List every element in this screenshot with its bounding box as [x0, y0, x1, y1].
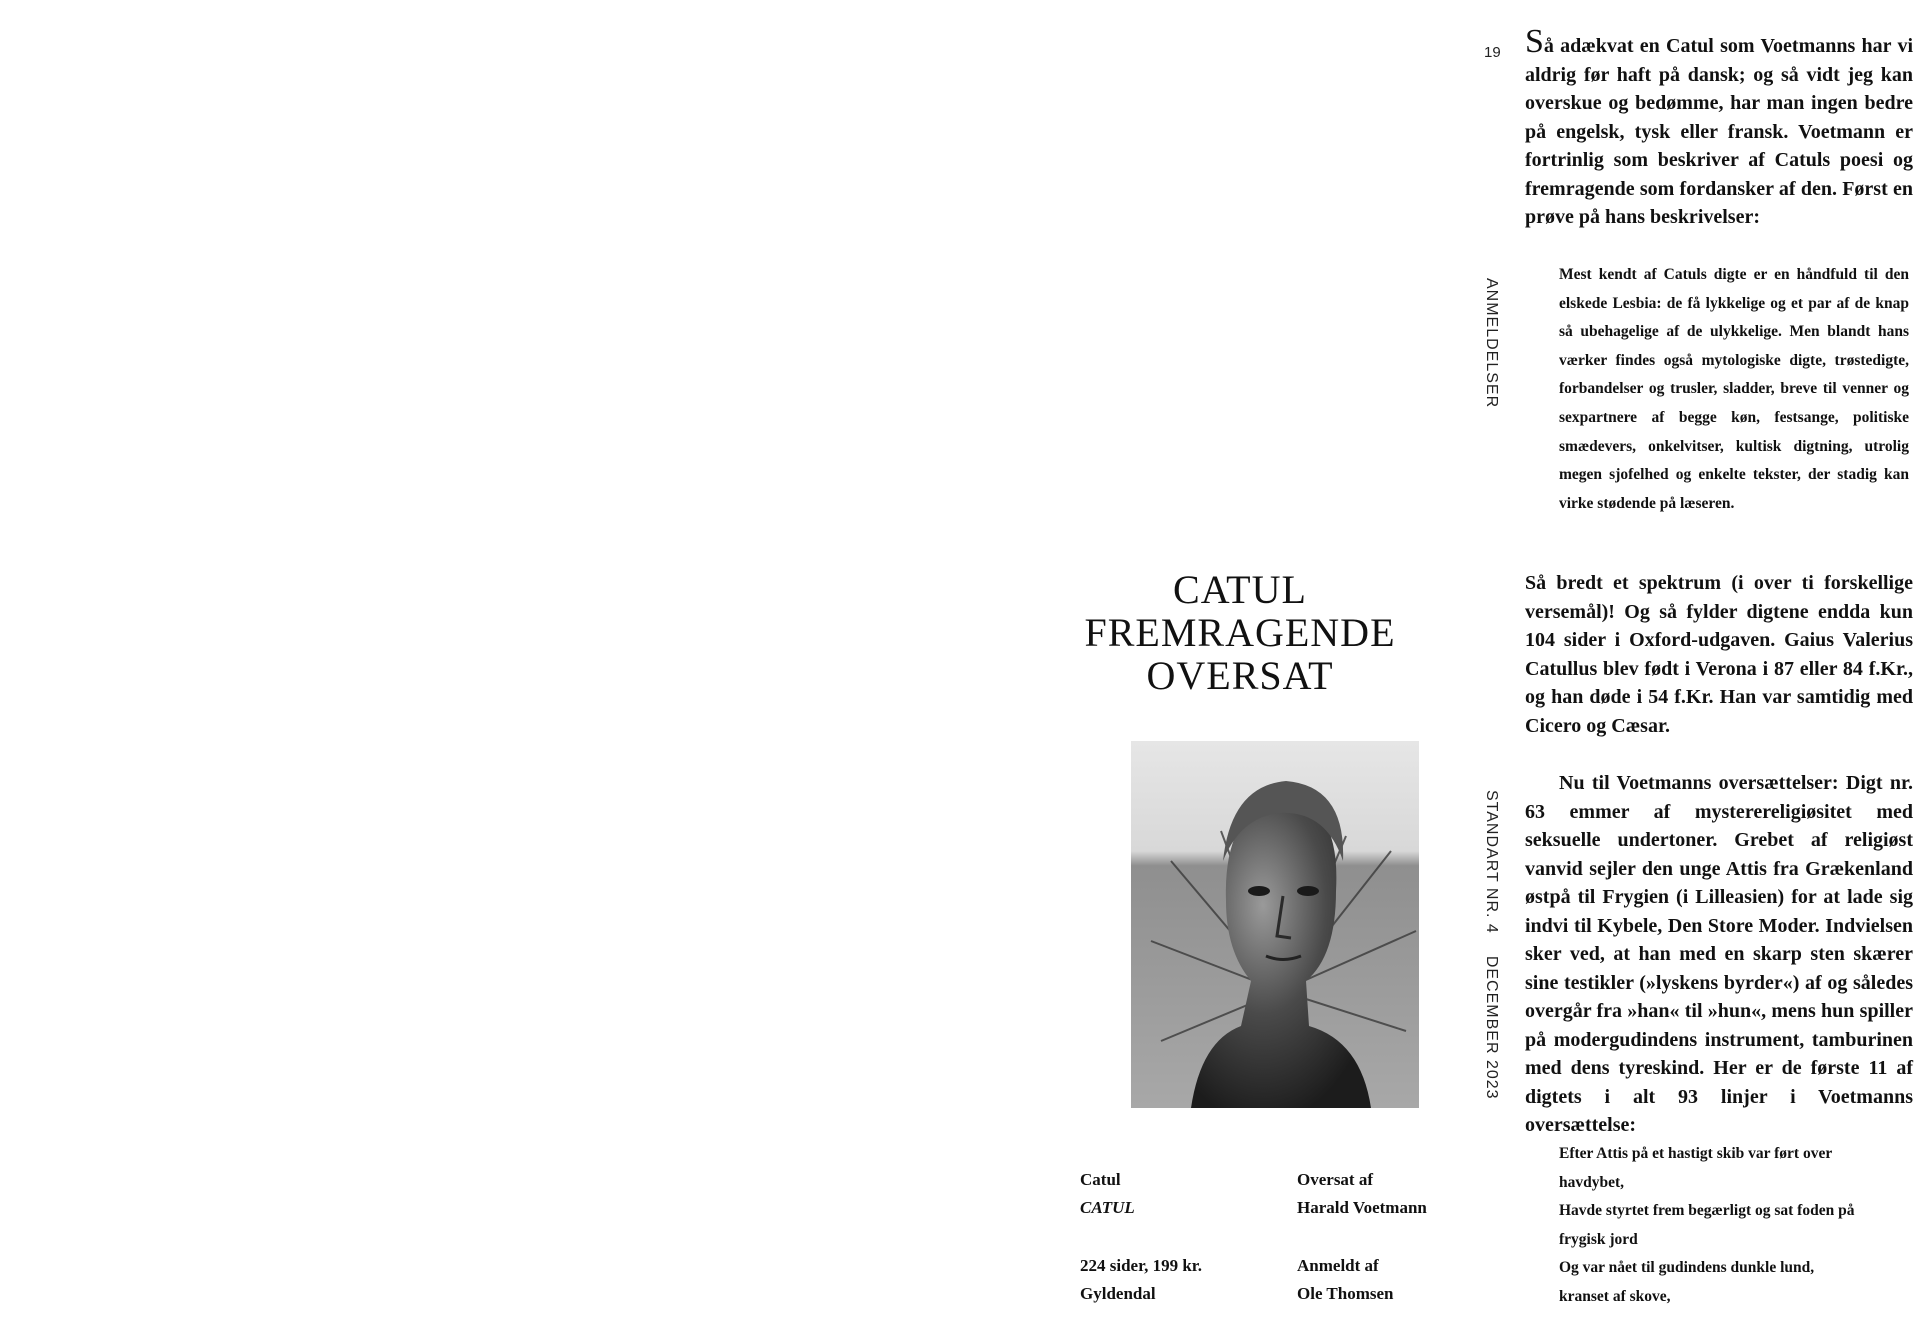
translator-name: Harald Voetmann — [1297, 1198, 1427, 1217]
section-label — [1482, 278, 1500, 430]
book-publication — [1080, 1252, 1202, 1308]
verse-line: Og var nået til gudindens dunkle lund, — [1559, 1259, 1815, 1276]
page-number: 19 — [1484, 44, 1501, 61]
issue-date: DECEMBER 2023 — [1483, 955, 1500, 1100]
reviewer-name: Ole Thomsen — [1297, 1284, 1394, 1303]
issue-label — [1482, 790, 1500, 1122]
verse-line: frygisk jord — [1559, 1230, 1638, 1248]
book-publisher: Gyldendal — [1080, 1284, 1156, 1303]
intro-text: å adækvat en Catul som Voetmanns har vi aldrig før haft på dansk; og så vidt jeg kan overskue og bedømme, har man ingen bedre på engelsk, tysk eller fransk. Voetmann er fortrinlig som beskriver af Catuls poesi og fremragende som fordansker af den. Først en prøve på hans beskrivelser: — [1525, 35, 1913, 228]
verse-excerpt — [1559, 1140, 1899, 1311]
reviewer-credit — [1297, 1252, 1394, 1308]
article-title — [1080, 568, 1400, 697]
body-paragraph: Så bredt et spektrum (i over ti forskellige versemål)! Og så fylder digtene endda kun 104 sider i Oxford-udgaven. Gaius Valerius Catullus blev født i Verona i 87 eller 84 f.Kr., og han døde i 54 f.Kr. Han var samtidig med Cicero og Cæsar. — [1525, 572, 1913, 737]
section-name: ANMELDELSER — [1483, 278, 1500, 409]
title-line: CATUL — [1173, 567, 1307, 612]
verse-line: Havde styrtet frem begærligt og sat foden på — [1559, 1202, 1855, 1219]
verse-line: havdybet, — [1559, 1173, 1625, 1191]
verse-line: kranset af skove, — [1559, 1287, 1671, 1305]
catullus-bust-photo — [1131, 741, 1419, 1108]
body-paragraph: Nu til Voetmanns oversættelser: Digt nr. 63 emmer af mysterereligiøsitet med seksuelle undertoner. Grebet af religiøst vanvid sejler den unge Attis fra Grækenland østpå til Frygien (i Lilleasien) for at lade sig indvi til Kybele, Den Store Moder. Indvielsen sker ved, at han med en skarp sten skærer sine testikler (»lyskens byrder«) af og således overgår fra »han« til »hun«, mens hun spiller på modergudindens instrument, tamburinen med dens tyreskind. Her er de første 11 af digtets i alt 93 linjer i Voetmanns oversættelse: — [1525, 772, 1913, 1136]
book-title: CATUL — [1080, 1198, 1135, 1217]
block-quote: Mest kendt af Catuls digte er en håndfuld til den elskede Lesbia: de få lykkelige og et par af de knap så ubehagelige af de ulykkelige. Men blandt hans værker findes også mytologiske digte, trøstedigte, forbandelser og trusler, sladder, breve til venner og sexpartnere af begge køn, festsange, politiske smædevers, onkelvitser, kultisk digtning, utrolig megen sjofelhed og enkelte tekster, der stadig kan virke stødende på læseren. — [1559, 266, 1909, 512]
translated-by-label: Oversat af — [1297, 1170, 1374, 1189]
drop-cap: S — [1525, 23, 1544, 60]
title-line: OVERSAT — [1146, 653, 1334, 698]
translator-credit — [1297, 1166, 1427, 1222]
magazine-issue: STANDART NR. 4 — [1483, 790, 1500, 934]
title-line: FREMRAGENDE — [1084, 610, 1396, 655]
book-details — [1080, 1166, 1135, 1222]
book-author: Catul — [1080, 1170, 1121, 1189]
book-pages-price: 224 sider, 199 kr. — [1080, 1256, 1203, 1275]
reviewed-by-label: Anmeldt af — [1297, 1256, 1379, 1275]
intro-paragraph — [1525, 23, 1913, 232]
verse-line: Efter Attis på et hastigt skib var ført over — [1559, 1145, 1833, 1162]
